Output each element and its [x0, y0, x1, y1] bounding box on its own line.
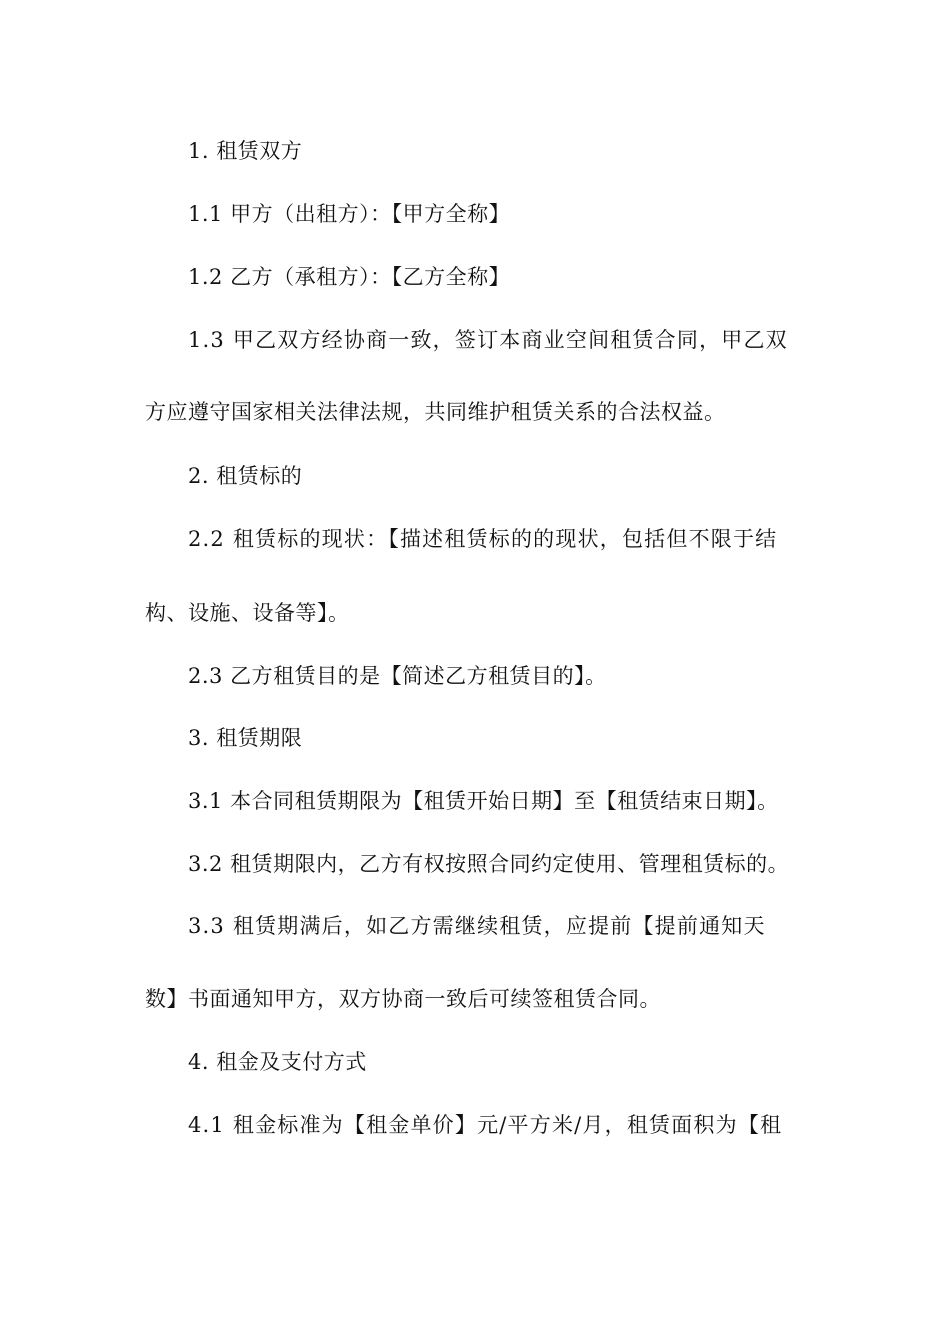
section-heading-2: 2. 租赁标的 — [188, 464, 303, 488]
section-heading-3: 3. 租赁期限 — [188, 726, 303, 750]
clause-4-1-line-1: 4.1 租金标准为【租金单价】元/平方米/月，租赁面积为【租 — [188, 1113, 783, 1137]
clause-1-3-line-2: 方应遵守国家相关法律法规，共同维护租赁关系的合法权益。 — [145, 400, 726, 424]
clause-2-2-line-2: 构、设施、设备等】。 — [145, 601, 350, 625]
clause-3-2: 3.2 租赁期限内，乙方有权按照合同约定使用、管理租赁标的。 — [188, 852, 790, 876]
clause-1-1: 1.1 甲方（出租方）：【甲方全称】 — [188, 202, 511, 226]
clause-3-1: 3.1 本合同租赁期限为【租赁开始日期】至【租赁结束日期】。 — [188, 789, 779, 813]
section-heading-1: 1. 租赁双方 — [188, 139, 303, 163]
clause-2-2-line-1: 2.2 租赁标的现状：【描述租赁标的的现状，包括但不限于结 — [188, 527, 778, 551]
clause-3-3-line-1: 3.3 租赁期满后，如乙方需继续租赁，应提前【提前通知天 — [188, 914, 766, 938]
clause-2-3: 2.3 乙方租赁目的是【简述乙方租赁目的】。 — [188, 664, 607, 688]
clause-1-3-line-1: 1.3 甲乙双方经协商一致，签订本商业空间租赁合同，甲乙双 — [188, 328, 788, 352]
clause-1-2: 1.2 乙方（承租方）：【乙方全称】 — [188, 265, 511, 289]
clause-3-3-line-2: 数】书面通知甲方，双方协商一致后可续签租赁合同。 — [145, 987, 661, 1011]
section-heading-4: 4. 租金及支付方式 — [188, 1050, 367, 1074]
